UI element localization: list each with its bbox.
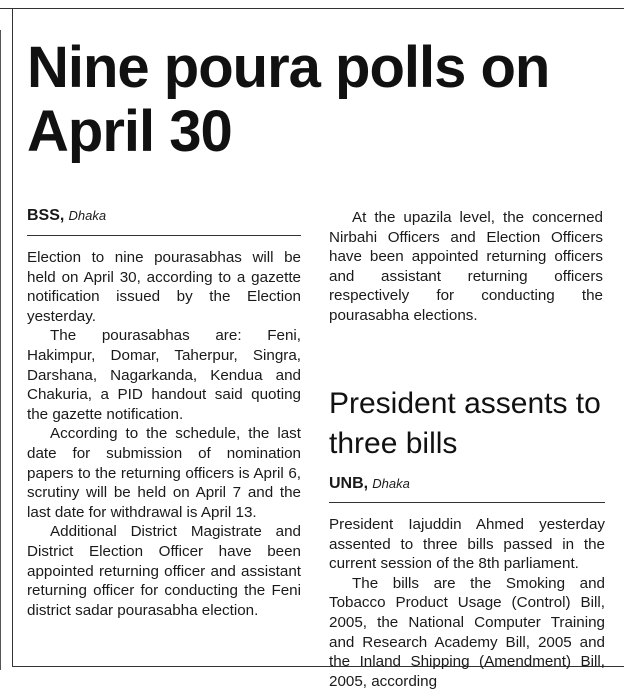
story-2-dateline xyxy=(329,474,605,494)
story-2-place: Dhaka xyxy=(372,476,410,491)
story-2-paragraph: President Iajuddin Ahmed yesterday assented to three bills passed in the current session of the 8th parliament. xyxy=(329,516,605,573)
story-1-column xyxy=(27,206,301,620)
story-1-paragraph: According to the schedule, the last date for submission of nomination papers to the returning officers is April 6, scrutiny will be held on April 7 and the last date for withdrawal is April 13. xyxy=(27,425,301,521)
story-2-column xyxy=(329,384,605,691)
story-1-dateline xyxy=(27,206,301,226)
page-frame-left xyxy=(12,8,13,666)
neighbor-column-edge xyxy=(0,30,1,670)
story-1-paragraph: The pourasabhas are: Feni, Hakimpur, Domar, Taherpur, Singra, Darshana, Nagarkanda, Kendua and Chakuria, a PID handout said quoting the gazette notification. xyxy=(27,327,301,423)
story-1-dateline-rule xyxy=(27,235,301,236)
story-2-paragraph: The bills are the Smoking and Tobacco Product Usage (Control) Bill, 2005, the National Computer Training and Research Academy Bill, 2005 and the Inland Shipping (Amendment) Bill, 2005, according xyxy=(329,574,605,690)
story-1-place: Dhaka xyxy=(68,208,107,223)
story-1-paragraph: Election to nine pourasabhas will be held on April 30, according to a gazette notification issued by the Election yesterday. xyxy=(27,249,301,325)
main-headline: Nine poura polls on April 30 xyxy=(27,35,550,164)
page-frame-top xyxy=(0,8,624,9)
story-2-headline: President assents to three bills xyxy=(329,387,601,460)
story-1-agency: BSS, xyxy=(27,207,65,224)
story-1-continuation-column xyxy=(329,208,603,326)
story-1-paragraph: At the upazila level, the concerned Nirbahi Officers and Election Officers have been appointed returning officers and assistant returning officers respectively for conducting the pourasabha elections. xyxy=(329,209,603,324)
story-2-agency: UNB, xyxy=(329,475,369,492)
story-2-dateline-rule xyxy=(329,502,605,503)
story-1-paragraph: Additional District Magistrate and District Election Officer have been appointed returning officer and assistant returning officer for conducting the Feni district sadar pourasabha election. xyxy=(27,523,301,619)
